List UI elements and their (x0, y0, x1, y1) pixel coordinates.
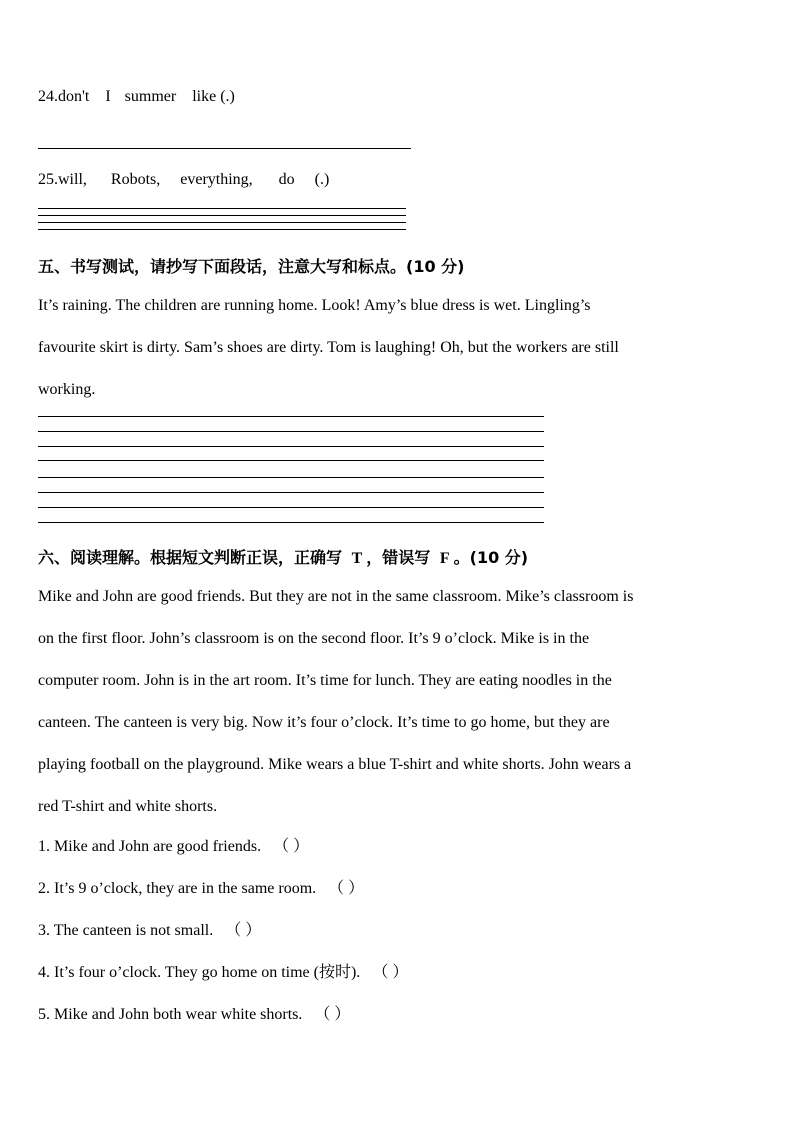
question-24-number: 24. (38, 88, 58, 105)
section-6-title-mid: ，错误写 (366, 548, 431, 567)
section-5-line-1: It’s raining. The children are running home. Look! Amy’s blue dress is wet. Lingling’s (38, 297, 591, 314)
passage-line-6: red T-shirt and white shorts. (38, 798, 218, 815)
tf-question-5 (38, 1005, 738, 1047)
tf-question-2-text: 2. It’s 9 o’clock, they are in the same room. (38, 880, 317, 897)
q24-word-3: summer (124, 88, 177, 105)
section-6-title (38, 545, 528, 568)
q24-word-4: like (.) (192, 88, 235, 105)
tf-answer-blank-5[interactable]: （ ） (314, 1006, 351, 1023)
answer-line-25-3[interactable] (38, 222, 406, 223)
tf-question-1-text: 1. Mike and John are good friends. (38, 838, 262, 855)
tf-question-4-text: 4. It’s four o’clock. They go home on time (按时). (38, 964, 361, 981)
section-6-title-post: 。(10 分) (453, 548, 529, 567)
reading-passage (38, 587, 738, 839)
writing-line-8[interactable] (38, 522, 544, 523)
writing-line-3[interactable] (38, 446, 544, 447)
passage-line-2: on the first floor. John’s classroom is on the second floor. It’s 9 o’clock. Mike is in the (38, 630, 590, 647)
tf-question-2 (38, 879, 738, 921)
question-25-number: 25. (38, 171, 58, 188)
answer-line-25-1[interactable] (38, 208, 406, 209)
tf-answer-blank-1[interactable]: （ ） (273, 838, 310, 855)
true-letter: T (351, 550, 363, 567)
tf-question-1 (38, 837, 738, 879)
section-5-line-3: working. (38, 381, 96, 398)
answer-line-24[interactable] (38, 148, 411, 149)
question-25 (38, 171, 329, 189)
tf-answer-blank-3[interactable]: （ ） (225, 922, 262, 939)
tf-answer-blank-2[interactable]: （ ） (328, 880, 365, 897)
q25-word-1: will, (58, 171, 87, 188)
passage-line-1: Mike and John are good friends. But they are not in the same classroom. Mike’s classroom is (38, 588, 634, 605)
passage-line-5: playing football on the playground. Mike wears a blue T-shirt and white shorts. John wears a (38, 756, 632, 773)
tf-question-3 (38, 921, 738, 963)
q25-word-3: everything, (180, 171, 253, 188)
section-6-title-pre: 六、阅读理解。根据短文判断正误，正确写 (38, 548, 343, 567)
answer-line-25-4[interactable] (38, 229, 406, 230)
writing-line-6[interactable] (38, 492, 544, 493)
tf-question-3-text: 3. The canteen is not small. (38, 922, 214, 939)
writing-line-2[interactable] (38, 431, 544, 432)
passage-line-3: computer room. John is in the art room. It’s time for lunch. They are eating noodles in the (38, 672, 612, 689)
q24-word-2: I (105, 88, 111, 105)
true-false-questions (38, 837, 738, 1047)
question-24 (38, 88, 235, 106)
section-5-passage (38, 296, 738, 422)
q25-word-2: Robots, (110, 171, 161, 188)
false-letter: F (439, 550, 450, 567)
answer-line-25-2[interactable] (38, 215, 406, 216)
writing-line-4[interactable] (38, 460, 544, 461)
passage-line-4: canteen. The canteen is very big. Now it’s four o’clock. It’s time to go home, but they are (38, 714, 610, 731)
section-5-title: 五、书写测试，请抄写下面段话，注意大写和标点。(10 分) (38, 257, 465, 276)
tf-question-4 (38, 963, 738, 1005)
writing-line-5[interactable] (38, 477, 544, 478)
tf-question-5-text: 5. Mike and John both wear white shorts. (38, 1006, 303, 1023)
writing-line-1[interactable] (38, 416, 544, 417)
q24-word-1: don't (58, 88, 90, 105)
q25-word-5: (.) (314, 171, 330, 188)
tf-answer-blank-4[interactable]: （ ） (372, 964, 409, 981)
section-5-line-2: favourite skirt is dirty. Sam’s shoes are dirty. Tom is laughing! Oh, but the workers are still (38, 339, 619, 356)
q25-word-4: do (278, 171, 295, 188)
writing-line-7[interactable] (38, 507, 544, 508)
